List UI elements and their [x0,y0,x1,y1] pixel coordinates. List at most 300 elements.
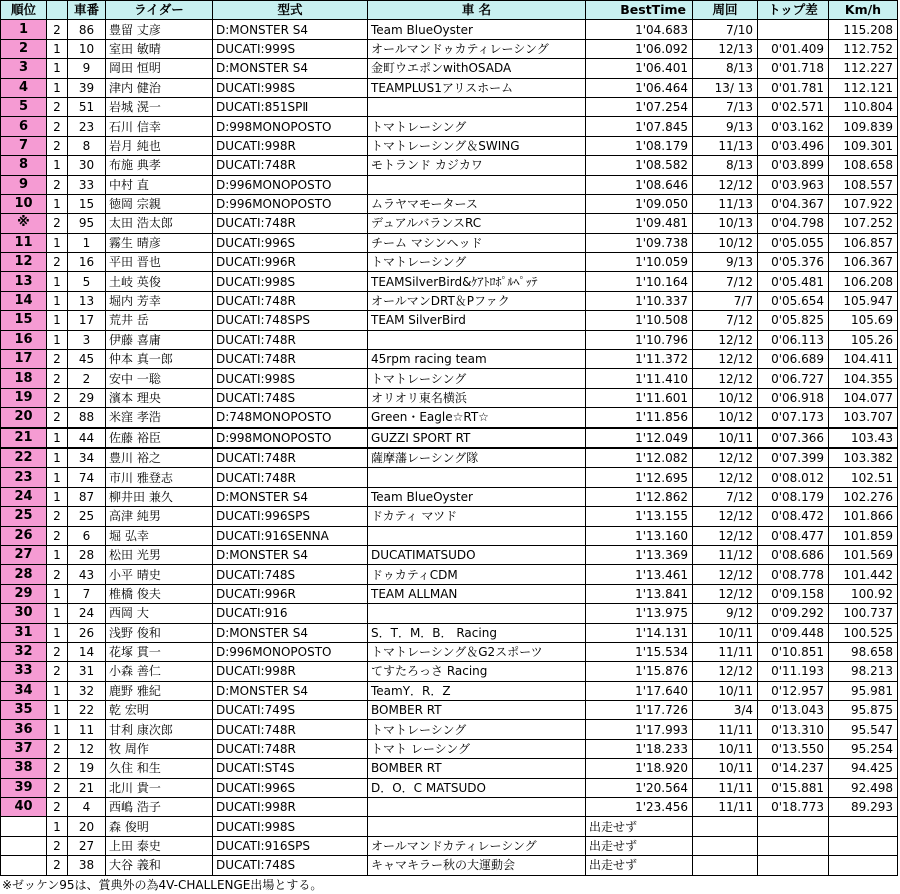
cell-laps: 10/11 [693,739,758,758]
cell-besttime: 1'09.481 [586,214,693,233]
cell-team: ドゥカティCDM [368,565,586,584]
cell-gap: 0'08.778 [758,565,829,584]
cell-position [1,836,47,855]
cell-position: 34 [1,681,47,700]
cell-kmh: 89.293 [829,798,898,817]
cell-kmh: 100.737 [829,604,898,623]
cell-laps: 12/13 [693,39,758,58]
table-row [1,720,898,739]
cell-gap: 0'03.963 [758,175,829,194]
cell-kmh: 92.498 [829,778,898,797]
cell-rider: 佐藤 裕臣 [106,428,213,448]
table-row [1,78,898,97]
cell-class: 2 [47,778,68,797]
table-row [1,350,898,369]
cell-number: 21 [68,778,106,797]
cell-rider: 北川 貴一 [106,778,213,797]
table-row [1,526,898,545]
cell-laps: 11/11 [693,720,758,739]
cell-model: DUCATI:748S [213,388,368,407]
cell-position: 37 [1,739,47,758]
cell-besttime: 1'09.050 [586,194,693,213]
cell-rider: 室田 敏晴 [106,39,213,58]
cell-besttime: 1'20.564 [586,778,693,797]
cell-besttime: 1'13.841 [586,584,693,603]
cell-number: 3 [68,330,106,349]
cell-gap: 0'10.851 [758,642,829,661]
cell-rider: 堀 弘幸 [106,526,213,545]
cell-class: 1 [47,623,68,642]
cell-model: DUCATI:998S [213,272,368,291]
cell-team: S．T．M．B． Racing [368,623,586,642]
cell-class: 2 [47,408,68,428]
cell-kmh: 109.839 [829,117,898,136]
cell-number: 10 [68,39,106,58]
cell-number: 29 [68,388,106,407]
table-row [1,156,898,175]
cell-position: 4 [1,78,47,97]
cell-rider: 石川 信幸 [106,117,213,136]
cell-gap: 0'06.918 [758,388,829,407]
cell-rider: 平田 晋也 [106,253,213,272]
cell-position: 33 [1,662,47,681]
cell-team: チーム マシンヘッド [368,233,586,252]
table-row [1,584,898,603]
cell-number: 34 [68,448,106,468]
table-row [1,214,898,233]
cell-besttime: 1'08.179 [586,136,693,155]
table-row [1,428,898,448]
cell-kmh [829,836,898,855]
cell-kmh: 110.804 [829,97,898,116]
cell-besttime: 1'14.131 [586,623,693,642]
cell-class: 1 [47,817,68,836]
cell-model: D:MONSTER S4 [213,59,368,78]
table-row [1,701,898,720]
cell-class: 1 [47,39,68,58]
table-row [1,604,898,623]
cell-gap: 0'08.477 [758,526,829,545]
cell-model: DUCATI:748R [213,448,368,468]
cell-model: DUCATI:996S [213,778,368,797]
cell-number: 22 [68,701,106,720]
cell-number: 33 [68,175,106,194]
cell-number: 5 [68,272,106,291]
cell-class: 2 [47,642,68,661]
cell-number: 25 [68,507,106,526]
cell-gap: 0'09.158 [758,584,829,603]
cell-position: 40 [1,798,47,817]
cell-class: 2 [47,369,68,388]
cell-class: 2 [47,117,68,136]
cell-rider: 甘利 康次郎 [106,720,213,739]
cell-model: D:996MONOPOSTO [213,194,368,213]
cell-team [368,604,586,623]
cell-class: 2 [47,97,68,116]
cell-laps: 10/12 [693,408,758,428]
cell-number: 26 [68,623,106,642]
cell-kmh: 95.875 [829,701,898,720]
cell-rider: 豊留 丈彦 [106,20,213,39]
cell-besttime: 1'12.695 [586,468,693,487]
cell-besttime: 1'06.464 [586,78,693,97]
cell-position: 31 [1,623,47,642]
cell-kmh: 101.442 [829,565,898,584]
cell-team: TeamY．R．Z [368,681,586,700]
cell-besttime: 1'17.640 [586,681,693,700]
cell-besttime: 出走せず [586,817,693,836]
cell-position: 30 [1,604,47,623]
cell-number: 27 [68,836,106,855]
cell-number: 20 [68,817,106,836]
cell-besttime: 1'11.372 [586,350,693,369]
header-model: 型式 [213,1,368,20]
cell-class: 2 [47,20,68,39]
cell-besttime: 1'15.534 [586,642,693,661]
cell-rider: 花塚 貫一 [106,642,213,661]
cell-besttime: 1'10.796 [586,330,693,349]
cell-class: 2 [47,662,68,681]
cell-model: DUCATI:998S [213,369,368,388]
cell-kmh: 103.707 [829,408,898,428]
table-row [1,487,898,506]
cell-rider: 上田 泰史 [106,836,213,855]
cell-class: 2 [47,526,68,545]
cell-gap: 0'08.179 [758,487,829,506]
header-rider: ライダー [106,1,213,20]
cell-position: 13 [1,272,47,291]
cell-position: 23 [1,468,47,487]
cell-position: 21 [1,428,47,448]
cell-kmh: 100.92 [829,584,898,603]
cell-laps: 10/11 [693,759,758,778]
cell-kmh: 106.857 [829,233,898,252]
cell-rider: 徳岡 宗親 [106,194,213,213]
cell-besttime: 1'13.461 [586,565,693,584]
cell-rider: 伊藤 喜庸 [106,330,213,349]
cell-number: 86 [68,20,106,39]
cell-model: D:MONSTER S4 [213,545,368,564]
cell-number: 28 [68,545,106,564]
cell-kmh: 108.557 [829,175,898,194]
cell-rider: 岩月 純也 [106,136,213,155]
cell-position: 16 [1,330,47,349]
header-number: 車番 [68,1,106,20]
cell-number: 95 [68,214,106,233]
cell-besttime: 1'13.160 [586,526,693,545]
cell-team [368,175,586,194]
cell-rider: 荒井 岳 [106,311,213,330]
cell-besttime: 1'17.993 [586,720,693,739]
cell-team: トマトレーシング＆G2スポーツ [368,642,586,661]
table-row [1,778,898,797]
cell-rider: 岩城 滉一 [106,97,213,116]
cell-number: 39 [68,78,106,97]
table-row [1,369,898,388]
cell-team: オリオリ東名横浜 [368,388,586,407]
cell-team: 金町ウエポンwithOSADA [368,59,586,78]
cell-rider: 米窪 孝浩 [106,408,213,428]
table-row [1,642,898,661]
cell-gap: 0'14.237 [758,759,829,778]
cell-gap: 0'13.550 [758,739,829,758]
cell-number: 7 [68,584,106,603]
cell-class: 2 [47,856,68,875]
cell-rider: 市川 雅登志 [106,468,213,487]
cell-gap: 0'05.055 [758,233,829,252]
table-row [1,311,898,330]
cell-laps: 13/ 13 [693,78,758,97]
cell-gap: 0'13.043 [758,701,829,720]
cell-team: キャマキラー秋の大運動会 [368,856,586,875]
cell-class: 1 [47,272,68,291]
cell-laps: 11/11 [693,642,758,661]
cell-kmh: 112.752 [829,39,898,58]
cell-number: 31 [68,662,106,681]
cell-gap [758,836,829,855]
cell-team: TEAMSilverBird&ｹｱﾄﾛﾎﾟﾙﾍﾟｯﾃ [368,272,586,291]
table-row [1,739,898,758]
cell-rider: 椎橋 俊夫 [106,584,213,603]
cell-besttime: 1'17.726 [586,701,693,720]
cell-rider: 浅野 俊和 [106,623,213,642]
cell-model: DUCATI:998R [213,798,368,817]
cell-besttime: 1'10.164 [586,272,693,291]
cell-besttime: 1'12.049 [586,428,693,448]
cell-model: DUCATI:996R [213,584,368,603]
cell-position: 28 [1,565,47,584]
cell-besttime: 1'10.059 [586,253,693,272]
cell-laps: 10/12 [693,233,758,252]
header-laps: 周回 [693,1,758,20]
cell-position: 7 [1,136,47,155]
cell-model: D:996MONOPOSTO [213,175,368,194]
cell-kmh: 112.227 [829,59,898,78]
cell-laps: 12/12 [693,507,758,526]
cell-class: 1 [47,701,68,720]
cell-kmh: 95.547 [829,720,898,739]
cell-besttime: 1'06.092 [586,39,693,58]
table-row [1,448,898,468]
cell-team: Team BlueOyster [368,20,586,39]
cell-laps: 11/12 [693,545,758,564]
cell-model: D:MONSTER S4 [213,623,368,642]
header-gap: トップ差 [758,1,829,20]
header-class [47,1,68,20]
cell-team: TEAM ALLMAN [368,584,586,603]
cell-team: D．O．C MATSUDO [368,778,586,797]
cell-besttime: 1'07.845 [586,117,693,136]
cell-kmh: 105.69 [829,311,898,330]
cell-position: 35 [1,701,47,720]
cell-besttime: 1'11.410 [586,369,693,388]
cell-laps: 7/10 [693,20,758,39]
cell-rider: 小森 善仁 [106,662,213,681]
cell-kmh: 107.922 [829,194,898,213]
cell-kmh: 115.208 [829,20,898,39]
cell-number: 88 [68,408,106,428]
table-row [1,623,898,642]
cell-besttime: 出走せず [586,856,693,875]
cell-team: ムラヤマモータース [368,194,586,213]
cell-class: 2 [47,739,68,758]
cell-model: DUCATI:916 [213,604,368,623]
cell-position: 11 [1,233,47,252]
cell-besttime: 1'12.862 [586,487,693,506]
cell-rider: 堀内 芳幸 [106,291,213,310]
cell-laps: 12/12 [693,662,758,681]
cell-class: 1 [47,78,68,97]
cell-class: 1 [47,330,68,349]
table-row [1,253,898,272]
cell-number: 30 [68,156,106,175]
cell-gap: 0'09.448 [758,623,829,642]
table-row [1,136,898,155]
cell-number: 17 [68,311,106,330]
cell-laps: 12/12 [693,565,758,584]
cell-number: 43 [68,565,106,584]
cell-rider: 豊川 裕之 [106,448,213,468]
cell-laps: 12/12 [693,369,758,388]
footnote: ※ゼッケン95は、賞典外の為4V-CHALLENGE出場とする。 [2,877,323,892]
cell-kmh: 94.425 [829,759,898,778]
cell-besttime: 1'18.920 [586,759,693,778]
cell-model: DUCATI:998S [213,817,368,836]
cell-team: オールマンドゥカティレーシング [368,39,586,58]
cell-gap: 0'05.376 [758,253,829,272]
cell-team: 45rpm racing team [368,350,586,369]
cell-laps: 10/12 [693,388,758,407]
cell-model: DUCATI:748R [213,214,368,233]
cell-class: 2 [47,759,68,778]
cell-rider: 鹿野 雅紀 [106,681,213,700]
cell-laps: 9/12 [693,604,758,623]
cell-laps: 3/4 [693,701,758,720]
cell-kmh: 104.077 [829,388,898,407]
cell-kmh: 109.301 [829,136,898,155]
cell-number: 13 [68,291,106,310]
cell-gap [758,856,829,875]
cell-team: Team BlueOyster [368,487,586,506]
cell-position: 5 [1,97,47,116]
cell-model: DUCATI:851SPⅡ [213,97,368,116]
cell-gap: 0'05.654 [758,291,829,310]
cell-kmh: 105.26 [829,330,898,349]
cell-number: 24 [68,604,106,623]
cell-gap: 0'08.012 [758,468,829,487]
table-row [1,681,898,700]
cell-model: D:996MONOPOSTO [213,642,368,661]
cell-laps: 11/13 [693,136,758,155]
cell-gap: 0'06.689 [758,350,829,369]
cell-rider: 牧 周作 [106,739,213,758]
cell-gap: 0'02.571 [758,97,829,116]
cell-team: トマトレーシング [368,117,586,136]
cell-laps: 12/12 [693,584,758,603]
cell-team: TEAMPLUS1アリスホーム [368,78,586,97]
table-row [1,175,898,194]
cell-model: DUCATI:998R [213,136,368,155]
cell-kmh: 95.981 [829,681,898,700]
table-row [1,59,898,78]
cell-kmh: 98.213 [829,662,898,681]
cell-kmh: 107.252 [829,214,898,233]
cell-position: 9 [1,175,47,194]
cell-laps: 8/13 [693,156,758,175]
cell-class: 2 [47,253,68,272]
cell-model: DUCATI:748SPS [213,311,368,330]
cell-class: 1 [47,428,68,448]
cell-team: オールマンドカティレーシング [368,836,586,855]
cell-rider: 布施 典孝 [106,156,213,175]
cell-laps: 7/12 [693,311,758,330]
table-row [1,565,898,584]
cell-rider: 大谷 義和 [106,856,213,875]
cell-number: 15 [68,194,106,213]
cell-laps: 10/13 [693,214,758,233]
cell-position: 38 [1,759,47,778]
cell-besttime: 出走せず [586,836,693,855]
table-row [1,408,898,428]
header-besttime: BestTime [586,1,693,20]
cell-model: DUCATI:916SPS [213,836,368,855]
cell-number: 51 [68,97,106,116]
cell-besttime: 1'11.856 [586,408,693,428]
cell-kmh: 98.658 [829,642,898,661]
cell-team: トマト レーシング [368,739,586,758]
cell-kmh: 108.658 [829,156,898,175]
cell-number: 74 [68,468,106,487]
cell-number: 2 [68,369,106,388]
cell-class: 2 [47,507,68,526]
cell-model: D:MONSTER S4 [213,681,368,700]
table-row [1,759,898,778]
cell-model: DUCATI:ST4S [213,759,368,778]
cell-class: 2 [47,836,68,855]
cell-class: 1 [47,545,68,564]
cell-model: DUCATI:996SPS [213,507,368,526]
results-body [1,20,898,875]
cell-besttime: 1'08.582 [586,156,693,175]
cell-team [368,817,586,836]
table-row [1,798,898,817]
cell-kmh: 106.367 [829,253,898,272]
cell-number: 9 [68,59,106,78]
table-row [1,468,898,487]
cell-position [1,817,47,836]
cell-class: 1 [47,681,68,700]
cell-gap: 0'07.399 [758,448,829,468]
cell-gap: 0'13.310 [758,720,829,739]
cell-besttime: 1'11.601 [586,388,693,407]
cell-class: 1 [47,291,68,310]
cell-laps: 12/12 [693,350,758,369]
cell-position: 2 [1,39,47,58]
cell-position: 18 [1,369,47,388]
cell-number: 8 [68,136,106,155]
cell-kmh [829,817,898,836]
cell-model: DUCATI:998S [213,78,368,97]
cell-laps: 12/12 [693,526,758,545]
cell-model: DUCATI:748R [213,350,368,369]
cell-position: 14 [1,291,47,310]
cell-kmh [829,856,898,875]
cell-number: 45 [68,350,106,369]
cell-kmh: 103.382 [829,448,898,468]
cell-laps: 12/12 [693,468,758,487]
cell-class: 1 [47,156,68,175]
table-row [1,388,898,407]
